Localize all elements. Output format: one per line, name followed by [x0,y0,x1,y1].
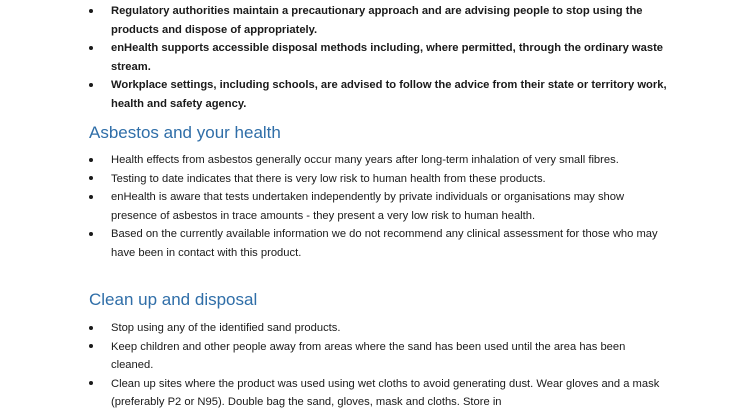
list-item [88,319,668,338]
bullet-icon [89,326,93,330]
section-heading-asbestos-health: Asbestos and your health [89,123,281,142]
bullet-icon [89,9,93,13]
list-item [88,375,668,410]
bullet-icon [89,344,93,348]
list-item [88,188,668,225]
list-item [88,151,668,170]
list-item-text: Testing to date indicates that there is very low risk to human health from these products. [111,172,546,185]
bullet-icon [89,195,93,199]
asbestos-health-bullet-list [88,151,668,262]
list-item [88,225,668,262]
list-item-text: Based on the currently available information we do not recommend any clinical assessment for those who may have been in contact with this product. [111,228,658,259]
precaution-bullet-list [88,2,668,113]
bullet-icon [89,381,93,385]
section-heading-clean-up: Clean up and disposal [89,290,258,309]
list-item [88,76,668,113]
list-item-text: Clean up sites where the product was used using wet cloths to avoid generating dust. Wear gloves and a mask (preferably P2 or N95). Double bag the sand, gloves, mask and cloths. Store in [111,377,660,408]
bullet-icon [89,176,93,180]
bullet-icon [89,158,93,162]
clean-up-bullet-list [88,319,668,410]
list-item-text: Stop using any of the identified sand products. [111,322,341,334]
list-item-text: enHealth is aware that tests undertaken independently by private individuals or organisations may show presence of asbestos in trace amounts - they present a very low risk to human health. [111,191,625,222]
bullet-icon [89,83,93,87]
list-item-text: Workplace settings, including schools, are advised to follow the advice from their state or territory work, health and safety agency. [111,79,667,110]
list-item [88,170,668,189]
list-item [88,39,668,76]
list-item [88,338,668,375]
bullet-icon [89,46,93,50]
list-item-text: Regulatory authorities maintain a precautionary approach and are advising people to stop using the products and dispose of appropriately. [111,5,643,36]
list-item-text: Keep children and other people away from areas where the sand has been used until the area has been cleaned. [111,340,626,371]
bullet-icon [89,232,93,236]
list-item-text: Health effects from asbestos generally occur many years after long-term inhalation of very small fibres. [111,154,619,166]
list-item [88,2,668,39]
list-item-text: enHealth supports accessible disposal methods including, where permitted, through the ordinary waste stream. [111,42,664,73]
